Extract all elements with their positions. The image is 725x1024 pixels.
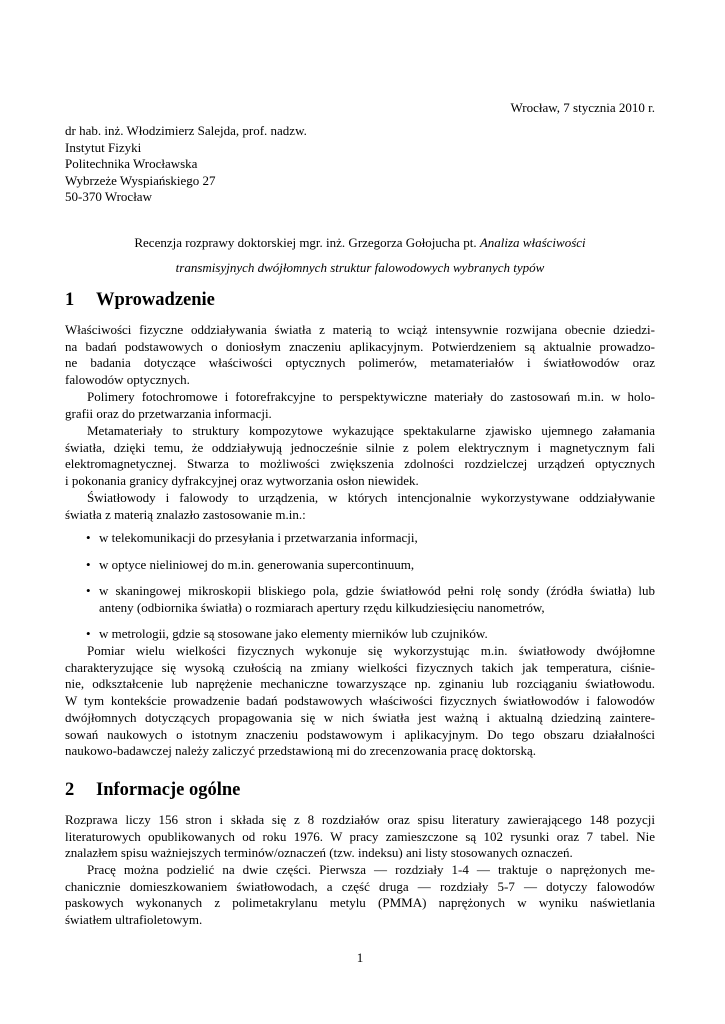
text-line: chanicznie domieszkowaniem światłowodach, a część druga — rozdziały 5-7 — dotyczy falowodów — [65, 878, 655, 894]
list-item-text: w telekomunikacji do przesyłania i przetwarzania informacji, — [99, 530, 418, 545]
list-item-text: w skaningowej mikroskopii bliskiego pola, gdzie światłowód pełni rolę sondy (źródła światła) lub — [99, 583, 655, 598]
section-1-paragraph-1 — [65, 322, 655, 389]
text-line: literaturowych opublikowanych od roku 1976. W pracy zamieszczone są 102 rysunki oraz 7 tabel. Nie — [65, 828, 655, 844]
text-line: na badań podstawowych o doniosłym znaczeniu aplikacyjnym. Potwierdzeniem są aktualnie prowadzo- — [65, 338, 655, 354]
text-line: Metamateriały to struktury kompozytowe wykazujące spektakularne zjawisko ujemnego załamania — [87, 423, 655, 438]
review-title — [65, 230, 655, 280]
text-line: sowań naukowych o istotnym znaczeniu podstawowym i aplikacyjnym. Do tego obszaru działalności — [65, 726, 655, 742]
text-line: światła z materią znalazło zastosowanie m.in.: — [65, 506, 306, 522]
address-line-street: Wybrzeże Wyspiańskiego 27 — [65, 172, 216, 188]
text-line: światłem ultrafioletowym. — [65, 912, 203, 928]
section-2-paragraph-2 — [65, 862, 655, 929]
text-line: falowodów optycznych. — [65, 372, 190, 388]
text-line: i pokonania granicy dyfrakcyjnej oraz wytworzania osłon niewidek. — [65, 473, 419, 489]
bullet-icon: • — [86, 557, 91, 572]
thesis-title-part1: Analiza właściwości — [479, 235, 586, 250]
section-1-paragraph-2 — [65, 389, 655, 422]
text-line: Właściwości fizyczne oddziaływania światła z materią to wciąż intensywnie rozwijana obecnie dziedzi- — [65, 322, 655, 337]
text-line: Polimery fotochromowe i fotorefrakcyjne to perspektywiczne materiały do zastosowań m.in. w holo- — [87, 389, 655, 404]
section-1-heading — [65, 290, 215, 311]
list-item — [65, 626, 655, 643]
text-line: grafii oraz do przetwarzania informacji. — [65, 405, 272, 421]
address-line-city: 50-370 Wrocław — [65, 189, 152, 204]
review-title-prefix: Recenzja rozprawy doktorskiej mgr. inż. Grzegorza Gołojucha pt. — [134, 235, 477, 250]
section-1-paragraph-5 — [65, 643, 655, 760]
list-item — [65, 583, 655, 616]
bullet-icon: • — [86, 626, 91, 641]
text-line: znalazłem spisu ważniejszych terminów/oznaczeń (tzw. indeksu) ani listy stosowanych oznaczeń. — [65, 845, 573, 861]
section-2-paragraph-1 — [65, 812, 655, 862]
text-line: Pracę można podzielić na dwie części. Pierwsza — rozdziały 1-4 — traktuje o naprężonych me- — [87, 862, 655, 877]
list-item-text: w optyce nieliniowej do m.in. generowania supercontinuum, — [99, 557, 415, 572]
letter-date: Wrocław, 7 stycznia 2010 r. — [510, 100, 655, 115]
sender-address — [65, 123, 307, 206]
text-line: dwójłomnych dotyczących propagowania się w nich światła jest ważną i aktualną dziedziną zaintere- — [65, 709, 655, 725]
page-number: 1 — [356, 950, 364, 965]
thesis-title-part2: transmisyjnych dwójłomnych struktur falowodowych wybranych typów — [175, 260, 545, 275]
list-item — [65, 530, 655, 547]
list-item — [65, 557, 655, 574]
section-2-number: 2 — [65, 780, 75, 800]
bullet-icon: • — [86, 583, 91, 598]
text-line: Światłowody i falowody to urządzenia, w których intencjonalnie wykorzystywane oddziaływanie — [87, 490, 655, 505]
text-line: światła, dzięki temu, że oddziaływują jednocześnie silnie z polem elektrycznym i magnetycznym fali — [65, 439, 655, 455]
bullet-icon: • — [86, 530, 91, 545]
section-2-title: Informacje ogólne — [96, 780, 241, 800]
text-line: ne badania dotyczące właściwości optycznych polimerów, metamateriałów i światłowodów oraz — [65, 355, 655, 371]
section-1-paragraph-3 — [65, 423, 655, 490]
text-line: Rozprawa liczy 156 stron i składa się z 8 rozdziałów oraz spisu literatury zawierającego 148 pozycji — [65, 812, 655, 827]
text-line: Pomiar wielu wielkości fizycznych wykonuje się wykorzystując m.in. światłowody dwójłomne — [87, 643, 655, 658]
address-line-name: dr hab. inż. Włodzimierz Salejda, prof. nadzw. — [65, 123, 307, 138]
section-1-title: Wprowadzenie — [96, 290, 215, 310]
section-2-heading — [65, 780, 240, 801]
address-line-institute: Instytut Fizyki — [65, 139, 142, 155]
list-item-text: w metrologii, gdzie są stosowane jako elementy mierników lub czujników. — [99, 626, 488, 641]
text-line: naukowo-badawczej należy zaliczyć przedstawioną mi do zrecenzowania pracę doktorską. — [65, 743, 537, 759]
text-line: W tym kontekście prowadzenie badań podstawowych właściwości fizycznych światłowodów i falowodów — [65, 693, 655, 709]
list-item-text: anteny (odbiornika światła) o rozmiarach apertury rzędu kilkudziesięciu nanometrów, — [99, 599, 545, 615]
text-line: elektromagnetycznej. Stwarza to możliwości zwiększenia zdolności rozdzielczej urządzeń optycznych — [65, 456, 655, 472]
section-1-paragraph-4 — [65, 490, 655, 523]
text-line: paskowych wykonanych z polimetakrylanu metylu (PMMA) naprężonych w wyniku naświetlania — [65, 895, 655, 911]
address-line-university: Politechnika Wrocławska — [65, 156, 198, 171]
text-line: nie, odkształcenie lub naprężenie mechaniczne towarzyszące np. zginaniu lub rozciąganiu światłowodu. — [65, 676, 655, 692]
section-1-number: 1 — [65, 290, 75, 310]
text-line: charakteryzujące się wysoką czułością na zmiany wielkości fizycznych takich jak temperatura, ciśnie- — [65, 659, 655, 675]
